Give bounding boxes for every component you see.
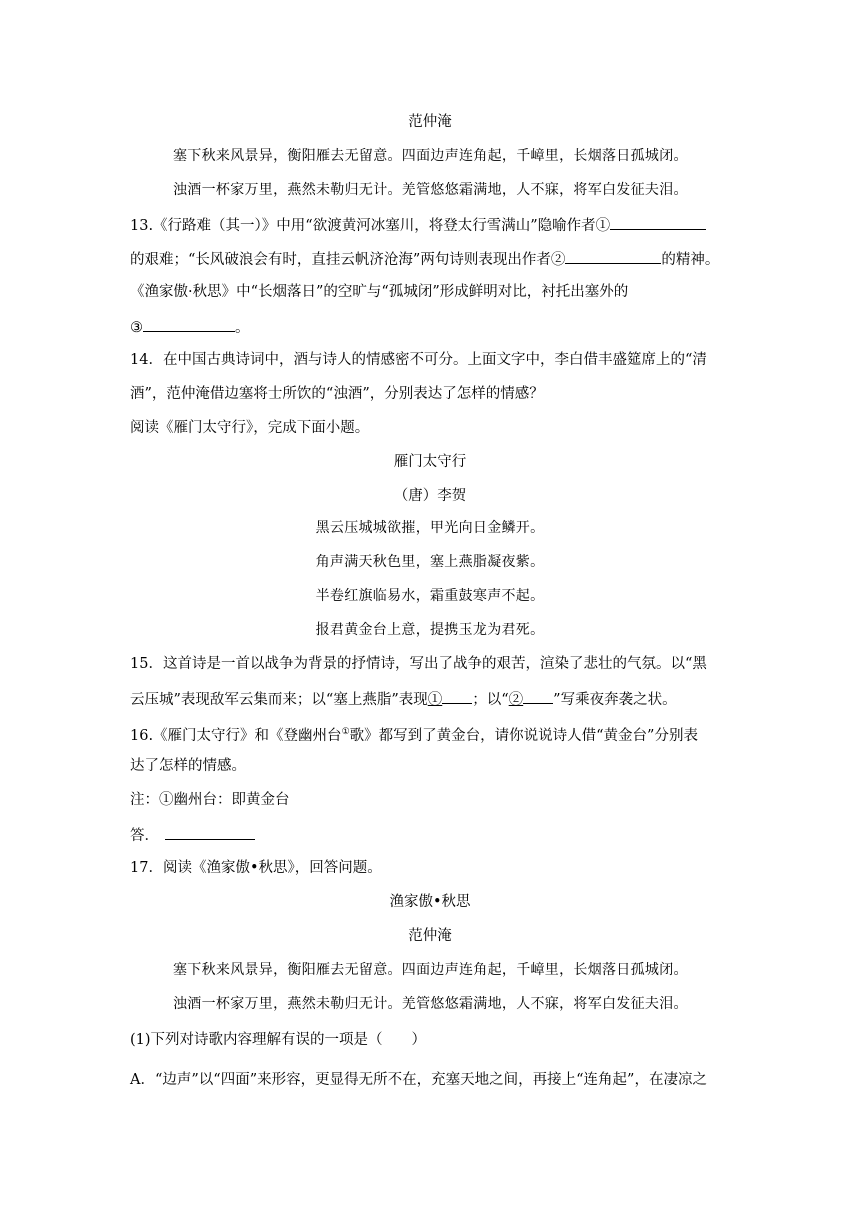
question-13-line	[130, 248, 719, 270]
question-text: ”写乘夜奔袭之状。	[553, 692, 677, 708]
answer-line	[130, 824, 255, 846]
answer-blank[interactable]	[523, 688, 553, 704]
question-text: 的精神。	[661, 252, 720, 268]
poem-line: 浊酒一杯家万里，燕然未勒归无计。羌管悠悠霜满地，人不寐，将军白发征夫泪。	[173, 182, 688, 198]
answer-blank[interactable]	[143, 316, 235, 332]
answer-label: 答．	[130, 828, 159, 844]
question-text: ；以“	[472, 692, 509, 708]
poem-title: 渔家傲•秋思	[389, 894, 471, 910]
poem-line: 塞下秋来风景异，衡阳雁去无留意。四面边声连角起，千嶂里，长烟落日孤城闭。	[173, 148, 688, 164]
poem-line: 报君黄金台上意，提携玉龙为君死。	[315, 622, 545, 638]
answer-blank[interactable]	[610, 214, 706, 230]
question-13-line	[130, 214, 706, 236]
poem-author: 范仲淹	[408, 114, 452, 130]
poem-line: 黑云压城城欲摧，甲光向日金鳞开。	[315, 520, 545, 536]
poem-author: （唐）李贺	[393, 488, 467, 504]
answer-blank[interactable]	[165, 824, 255, 840]
poem-line: 塞下秋来风景异，衡阳雁去无留意。四面边声连角起，千嶂里，长烟落日孤城闭。	[173, 962, 688, 978]
answer-blank[interactable]	[565, 248, 661, 264]
poem-line: 半卷红旗临易水，霜重鼓寒声不起。	[315, 588, 545, 604]
question-text: 。	[235, 320, 250, 336]
question-text: ③	[130, 320, 143, 336]
question-13-line	[130, 316, 250, 338]
answer-blank[interactable]	[442, 688, 472, 704]
question-text: 的艰难；“长风破浪会有时，直挂云帆济沧海”两句诗则表现出作者②	[130, 252, 566, 268]
question-text: 16.《雁门太守行》和《登幽州台	[130, 727, 342, 744]
question-14-line: 14．在中国古典诗词中，酒与诗人的情感密不可分。上面文字中，李白借丰盛筵席上的“清	[130, 352, 707, 368]
question-14-line: 酒”，范仲淹借边塞将士所饮的“浊酒”，分别表达了怎样的情感？	[130, 386, 544, 402]
question-15-line: 15．这首诗是一首以战争为背景的抒情诗，写出了战争的艰苦，渲染了悲壮的气氛。以“黑	[130, 656, 707, 672]
poem-author: 范仲淹	[408, 928, 452, 944]
footnote-marker: ①	[341, 727, 350, 737]
footnote: 注：①幽州台：即黄金台	[130, 792, 290, 808]
question-15-line	[130, 688, 677, 710]
blank-marker: ②	[508, 692, 524, 708]
question-17-line: 17．阅读《渔家傲•秋思》，回答问题。	[130, 860, 382, 876]
question-16-line: 达了怎样的情感。	[130, 758, 246, 774]
question-text: 13.《行路难（其一）》中用“欲渡黄河冰塞川，将登太行雪满山”隐喻作者①	[130, 218, 611, 234]
reading-intro: 阅读《雁门太守行》，完成下面小题。	[130, 420, 370, 436]
question-text: 歌》都写到了黄金台，请你说说诗人借“黄金台”分别表	[349, 727, 698, 744]
poem-line: 浊酒一杯家万里，燕然未勒归无计。羌管悠悠霜满地，人不寐，将军白发征夫泪。	[173, 996, 688, 1012]
option-a: A．“边声”以“四面”来形容，更显得无所不在，充塞天地之间，再接上“连角起”，在凄凉之	[130, 1072, 707, 1088]
sub-question: (1)下列对诗歌内容理解有误的一项是（ ）	[130, 1032, 427, 1048]
question-16-line	[130, 722, 698, 746]
question-13-line: 《渔家傲·秋思》中“长烟落日”的空旷与“孤城闭”形成鲜明对比，衬托出塞外的	[130, 284, 629, 300]
poem-line: 角声满天秋色里，塞上燕脂凝夜紫。	[315, 554, 545, 570]
poem-title: 雁门太守行	[393, 454, 467, 470]
blank-marker: ①	[427, 692, 443, 708]
question-text: 云压城”表现敌军云集而来；以“塞上燕脂”表现	[130, 692, 428, 708]
